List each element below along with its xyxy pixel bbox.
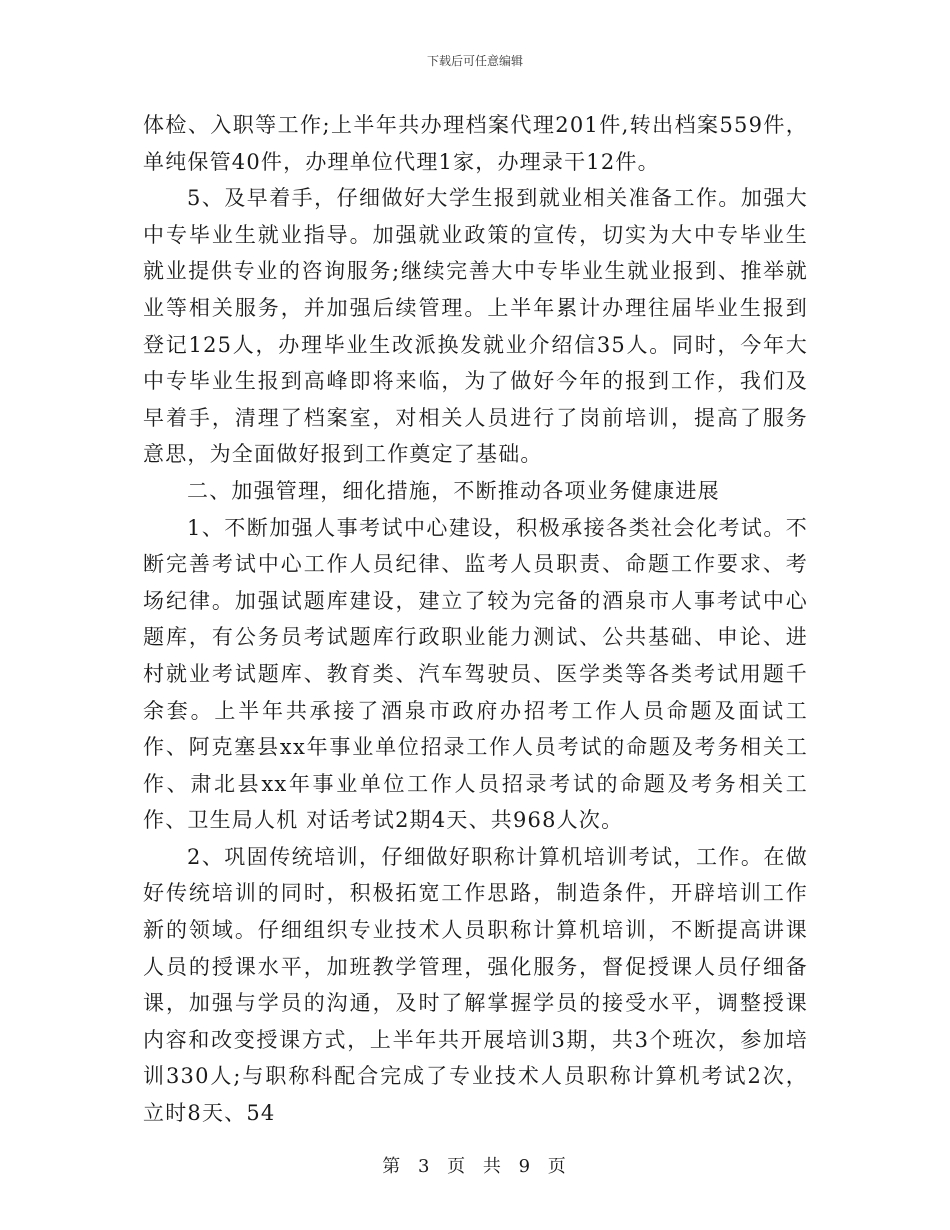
paragraph-1: 体检、入职等工作;上半年共办理档案代理201件,转出档案559件，单纯保管40件，办理单位代理1家，办理录干12件。: [143, 113, 808, 174]
footer-total-word: 共: [482, 1156, 503, 1177]
document-body: [143, 107, 808, 1132]
paragraph-4: 2、巩固传统培训，仔细做好职称计算机培训考试，工作。在做好传统培训的同时，积极拓宽工作思路，制造条件，开辟培训工作新的领域。仔细组织专业技术人员职称计算机培训，不断提高讲课人员的授课水平，加班教学管理，强化服务，督促授课人员仔细备课，加强与学员的沟通，及时了解掌握学员的接受水平，调整授课内容和改变授课方式，上半年共开展培训3期，共3个班次，参加培训330人;与职称科配合完成了专业技术人员职称计算机考试2次，立时8天、54: [143, 844, 808, 1126]
paragraph-3: 1、不断加强人事考试中心建设，积极承接各类社会化考试。不断完善考试中心工作人员纪律、监考人员职责、命题工作要求、考场纪律。加强试题库建设，建立了较为完备的酒泉市人事考试中心题库，有公务员考试题库行政职业能力测试、公共基础、申论、进村就业考试题库、教育类、汽车驾驶员、医学类等各类考试用题千余套。上半年共承接了酒泉市政府办招考工作人员命题及面试工作、阿克塞县xx年事业单位招录工作人员考试的命题及考务相关工作、肃北县xx年事业单位工作人员招录考试的命题及考务相关工作、卫生局人机 对话考试2期4天、共968人次。: [143, 515, 808, 833]
footer-prefix: 第: [382, 1156, 403, 1177]
footer-page-word: 页: [447, 1156, 468, 1177]
page-header: 下载后可任意编辑: [426, 54, 523, 68]
page-footer: [0, 1152, 950, 1178]
section-heading: 二、加强管理，细化措施，不断推动各项业务健康进展: [187, 478, 720, 503]
paragraph-2: 5、及早着手，仔细做好大学生报到就业相关准备工作。加强大中专毕业生就业指导。加强就业政策的宣传，切实为大中专毕业生就业提供专业的咨询服务;继续完善大中专毕业生就业报到、推举就业等相关服务，并加强后续管理。上半年累计办理往届毕业生报到登记125人，办理毕业生改派换发就业介绍信35人。同时，今年大中专毕业生报到高峰即将来临，为了做好今年的报到工作，我们及早着手，清理了档案室，对相关人员进行了岗前培训，提高了服务意思，为全面做好报到工作奠定了基础。: [143, 186, 808, 467]
footer-total-pages: 9: [518, 1156, 533, 1177]
footer-suffix: 页: [547, 1156, 568, 1177]
footer-current-page: 3: [417, 1156, 432, 1177]
